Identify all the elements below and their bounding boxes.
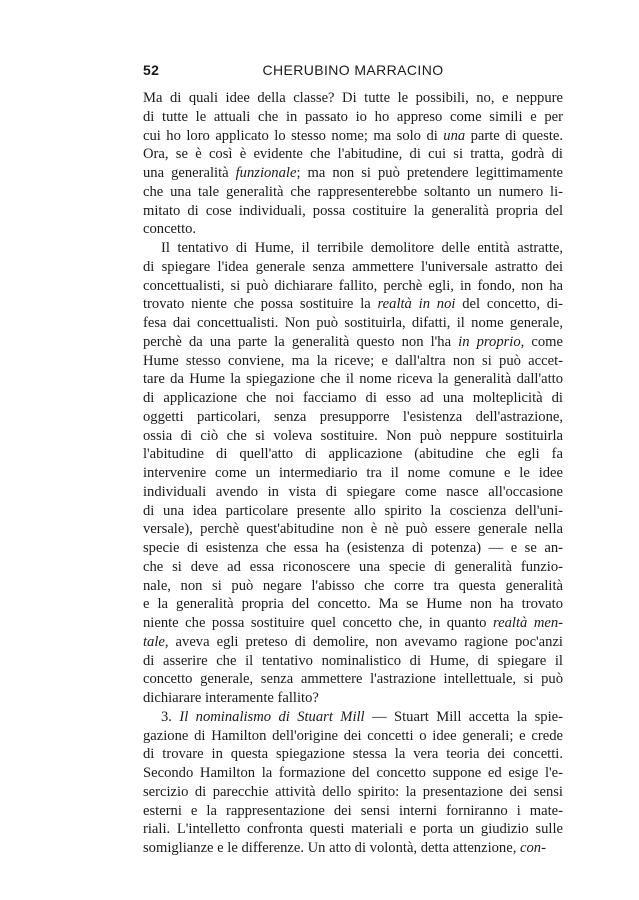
text-run: mitato di cose individuali, possa costituire la generalità propria del xyxy=(143,202,563,219)
text-line xyxy=(143,727,563,746)
text-line xyxy=(143,427,563,446)
text-line xyxy=(143,408,563,427)
text-run: versale), perchè quest'abitudine non è nè può essere generale nella xyxy=(143,521,563,538)
italic-run: realtà men- xyxy=(493,615,564,631)
text-run: ; ma non si può pretendere legittimamente xyxy=(296,165,563,181)
text-line xyxy=(143,333,563,352)
text-line xyxy=(143,708,563,727)
text-line xyxy=(143,483,563,502)
text-line xyxy=(143,202,563,221)
text-run: , come xyxy=(520,333,563,350)
text-line xyxy=(143,445,563,464)
text-run: Ora, se è così è evidente che l'abitudine, di cui si tratta, godrà di xyxy=(143,146,563,163)
text-run: individuali avendo in vista di spiegare come nasce all'occasione xyxy=(143,483,563,500)
text-run: intervenire come un intermediario tra il nome comune e le idee xyxy=(143,465,563,481)
text-run: Hume stesso conviene, ma la riceve; e dall'altra non si può accet- xyxy=(143,352,563,369)
text-run: di spiegare l'idea generale senza ammettere l'universale astratto dei xyxy=(143,258,563,275)
text-run: — Stuart Mill accetta la spie- xyxy=(364,708,563,725)
page xyxy=(143,62,563,858)
text-run: che una tale generalità che rappresenterebbe soltanto un numero li- xyxy=(143,183,563,200)
text-run: tare da Hume la spiegazione che il nome riceva la generalità dall'atto xyxy=(143,371,563,388)
text-line xyxy=(143,670,563,689)
text-line xyxy=(143,370,563,389)
text-line xyxy=(143,689,563,708)
text-run: cui ho loro applicato lo stesso nome; ma solo di xyxy=(143,127,444,144)
text-line xyxy=(143,183,563,202)
paragraph xyxy=(143,708,563,858)
text-line xyxy=(143,295,563,314)
text-line xyxy=(143,127,563,146)
text-line xyxy=(143,352,563,371)
text-run: gazione di Hamilton dell'origine dei concetti o idee generali; e crede xyxy=(143,727,563,744)
text-run: di trovare in questa spiegazione stessa la vera teoria dei concetti. xyxy=(143,746,563,763)
text-run: Secondo Hamilton la formazione del concetto suppone ed esige l'e- xyxy=(143,765,563,781)
text-line xyxy=(143,745,563,764)
text-line xyxy=(143,558,563,577)
text-line xyxy=(143,577,563,596)
text-run: e la generalità propria del concetto. Ma se Hume non ha trovato xyxy=(143,596,563,613)
text-line xyxy=(143,389,563,408)
text-run: fesa dai concettualisti. Non può sostituirla, difatti, il nome generale, xyxy=(143,315,563,331)
italic-run: tale xyxy=(143,633,165,650)
text-run: di applicazione che noi facciamo di esso ad una molteplicità di xyxy=(143,390,563,406)
text-run: che si deve ad essa riconoscere una specie di generalità funzio- xyxy=(143,558,563,575)
text-run: una generalità xyxy=(143,165,236,181)
text-run: riali. L'intelletto confronta questi materiali e porta un giudizio sulle xyxy=(143,821,563,838)
text-run: specie di esistenza che essa ha (esistenza di potenza) — e se an- xyxy=(143,540,563,556)
text-run: nale, non si può negare l'abisso che corre tra questa generalità xyxy=(143,577,563,594)
text-line xyxy=(143,783,563,802)
text-line xyxy=(143,802,563,821)
text-line xyxy=(143,277,563,296)
text-run: sercizio di parecchie attività dello spirito: la presentazione dei sensi xyxy=(143,783,563,800)
text-line xyxy=(143,614,563,633)
page-number: 52 xyxy=(143,62,160,78)
text-run: dichiarare interamente fallito? xyxy=(143,690,319,706)
text-line xyxy=(143,520,563,539)
paragraph xyxy=(143,89,563,239)
italic-run: Il nominalismo di Stuart Mill xyxy=(179,708,365,725)
text-run: niente che possa sostituire quel concetto che, in quanto xyxy=(143,615,493,631)
text-line xyxy=(143,89,563,108)
italic-run: con- xyxy=(520,840,546,856)
text-run: concetto generale, senza ammettere l'astrazione intellettuale, si può xyxy=(143,671,563,688)
text-line xyxy=(143,652,563,671)
text-run: parte di queste. xyxy=(465,127,563,144)
paragraph xyxy=(143,239,563,708)
text-run: 3. xyxy=(161,708,180,725)
italic-run: una xyxy=(443,127,466,144)
text-line xyxy=(143,633,563,652)
text-line xyxy=(143,314,563,333)
text-run: oggetti particolari, senza presupporre l'esistenza dell'astrazione, xyxy=(143,408,563,425)
body-text xyxy=(143,89,563,858)
text-line xyxy=(143,258,563,277)
text-line xyxy=(143,464,563,483)
text-line xyxy=(143,164,563,183)
text-run: concettualisti, si può dichiarare fallito, perchè egli, in fondo, non ha xyxy=(143,277,563,294)
text-line xyxy=(143,108,563,127)
text-line xyxy=(143,220,563,239)
text-run: Ma di quali idee della classe? Di tutte le possibili, no, e neppure xyxy=(143,90,563,106)
text-line xyxy=(143,595,563,614)
text-run: l'abitudine di quell'atto di applicazione (abitudine che egli fa xyxy=(143,446,563,463)
text-line xyxy=(143,764,563,783)
text-line xyxy=(143,839,563,858)
running-title: CHERUBINO MARRACINO xyxy=(262,62,444,78)
text-run: di una idea particolare presente allo spirito la coscienza dell'uni- xyxy=(143,502,563,519)
text-run: ossia di ciò che si voleva sostituire. Non può neppure sostituirla xyxy=(143,427,563,444)
running-header xyxy=(143,62,563,82)
text-run: esterni e la rappresentazione dei sensi interni forniranno i mate- xyxy=(143,802,563,819)
text-run: di tutte le attuali che in passato io ho appreso come simili e per xyxy=(143,108,563,125)
text-run: di asserire che il tentativo nominalistico di Hume, di spiegare il xyxy=(143,652,563,669)
text-run: somiglianze e le differenze. Un atto di volontà, detta attenzione, xyxy=(143,840,521,856)
italic-run: in proprio xyxy=(458,333,521,350)
text-run: Il tentativo di Hume, il terribile demolitore delle entità astratte, xyxy=(161,240,563,256)
text-line xyxy=(143,539,563,558)
text-line xyxy=(143,820,563,839)
italic-run: funzionale xyxy=(235,165,297,181)
text-line xyxy=(143,145,563,164)
text-run: concetto. xyxy=(143,221,197,238)
text-run: , aveva egli preteso di demolire, non avevamo ragione poc'anzi xyxy=(164,633,563,650)
text-run: trovato niente che possa sostituire la xyxy=(143,296,378,313)
text-run: perchè da una parte la generalità questo non l'ha xyxy=(143,333,459,350)
text-run: del concetto, di- xyxy=(455,296,563,313)
italic-run: realtà in noi xyxy=(377,296,456,313)
text-line xyxy=(143,502,563,521)
text-line xyxy=(143,239,563,258)
